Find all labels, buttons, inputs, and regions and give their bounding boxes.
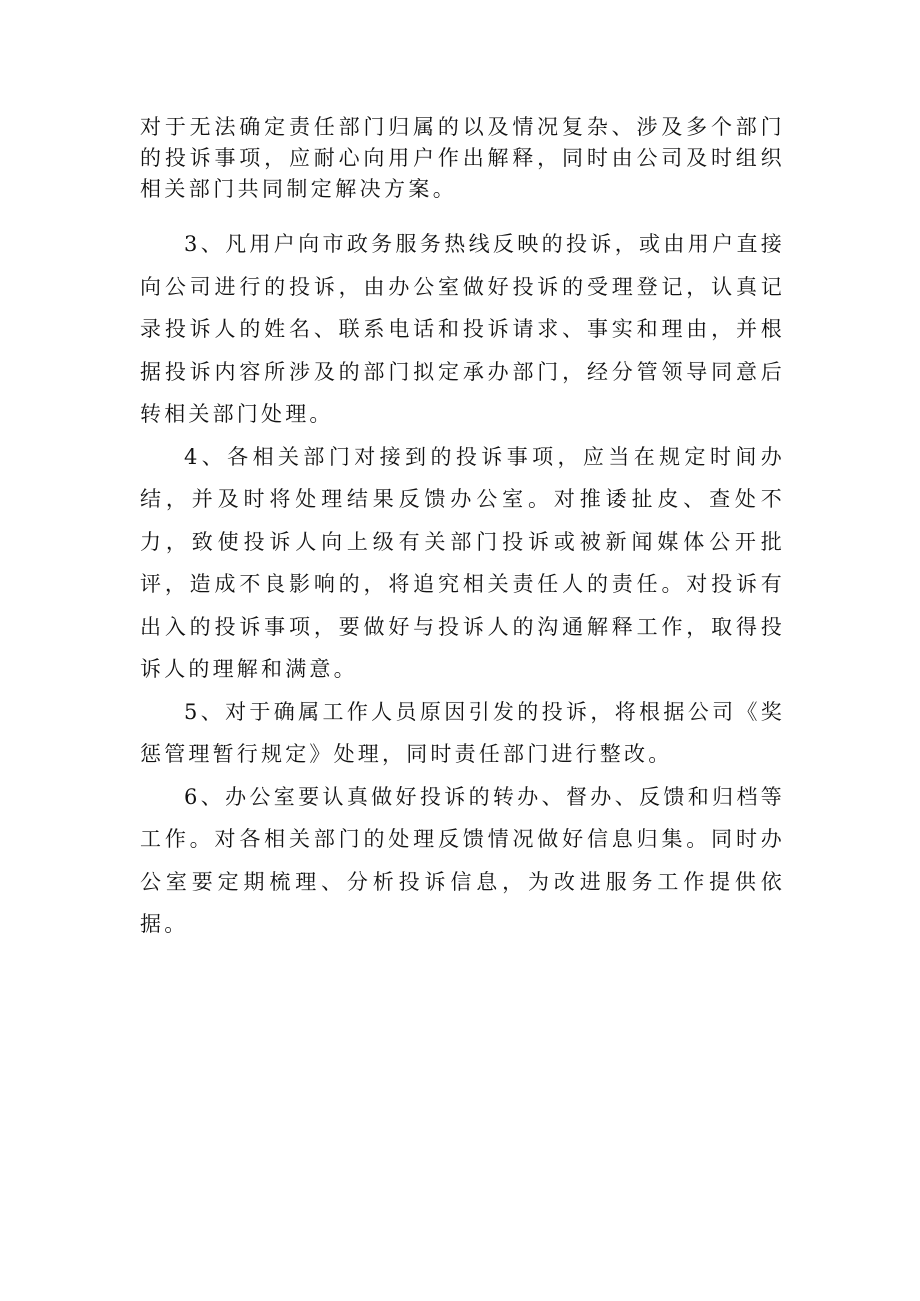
paragraph-item-6: 6、办公室要认真做好投诉的转办、督办、反馈和归档等工作。对各相关部门的处理反馈情况做好信息归集。同时办公室要定期梳理、分析投诉信息，为改进服务工作提供依据。 — [140, 784, 785, 936]
paragraph-item-4: 4、各相关部门对接到的投诉事项，应当在规定时间办结，并及时将处理结果反馈办公室。对推诿扯皮、查处不力，致使投诉人向上级有关部门投诉或被新闻媒体公开批评，造成不良影响的，将追究相关责任人的责任。对投诉有出入的投诉事项，要做好与投诉人的沟通解释工作，取得投诉人的理解和满意。 — [140, 444, 785, 681]
paragraph-item-5: 5、对于确属工作人员原因引发的投诉，将根据公司《奖惩管理暂行规定》处理，同时责任部门进行整改。 — [140, 699, 785, 766]
paragraph-item-3: 3、凡用户向市政务服务热线反映的投诉，或由用户直接向公司进行的投诉，由办公室做好投诉的受理登记，认真记录投诉人的姓名、联系电话和投诉请求、事实和理由，并根据投诉内容所涉及的部门拟定承办部门，经分管领导同意后转相关部门处理。 — [140, 232, 785, 426]
paragraph-continuation: 对于无法确定责任部门归属的以及情况复杂、涉及多个部门的投诉事项，应耐心向用户作出解释，同时由公司及时组织相关部门共同制定解决方案。 — [140, 115, 785, 201]
document-body — [140, 112, 785, 946]
